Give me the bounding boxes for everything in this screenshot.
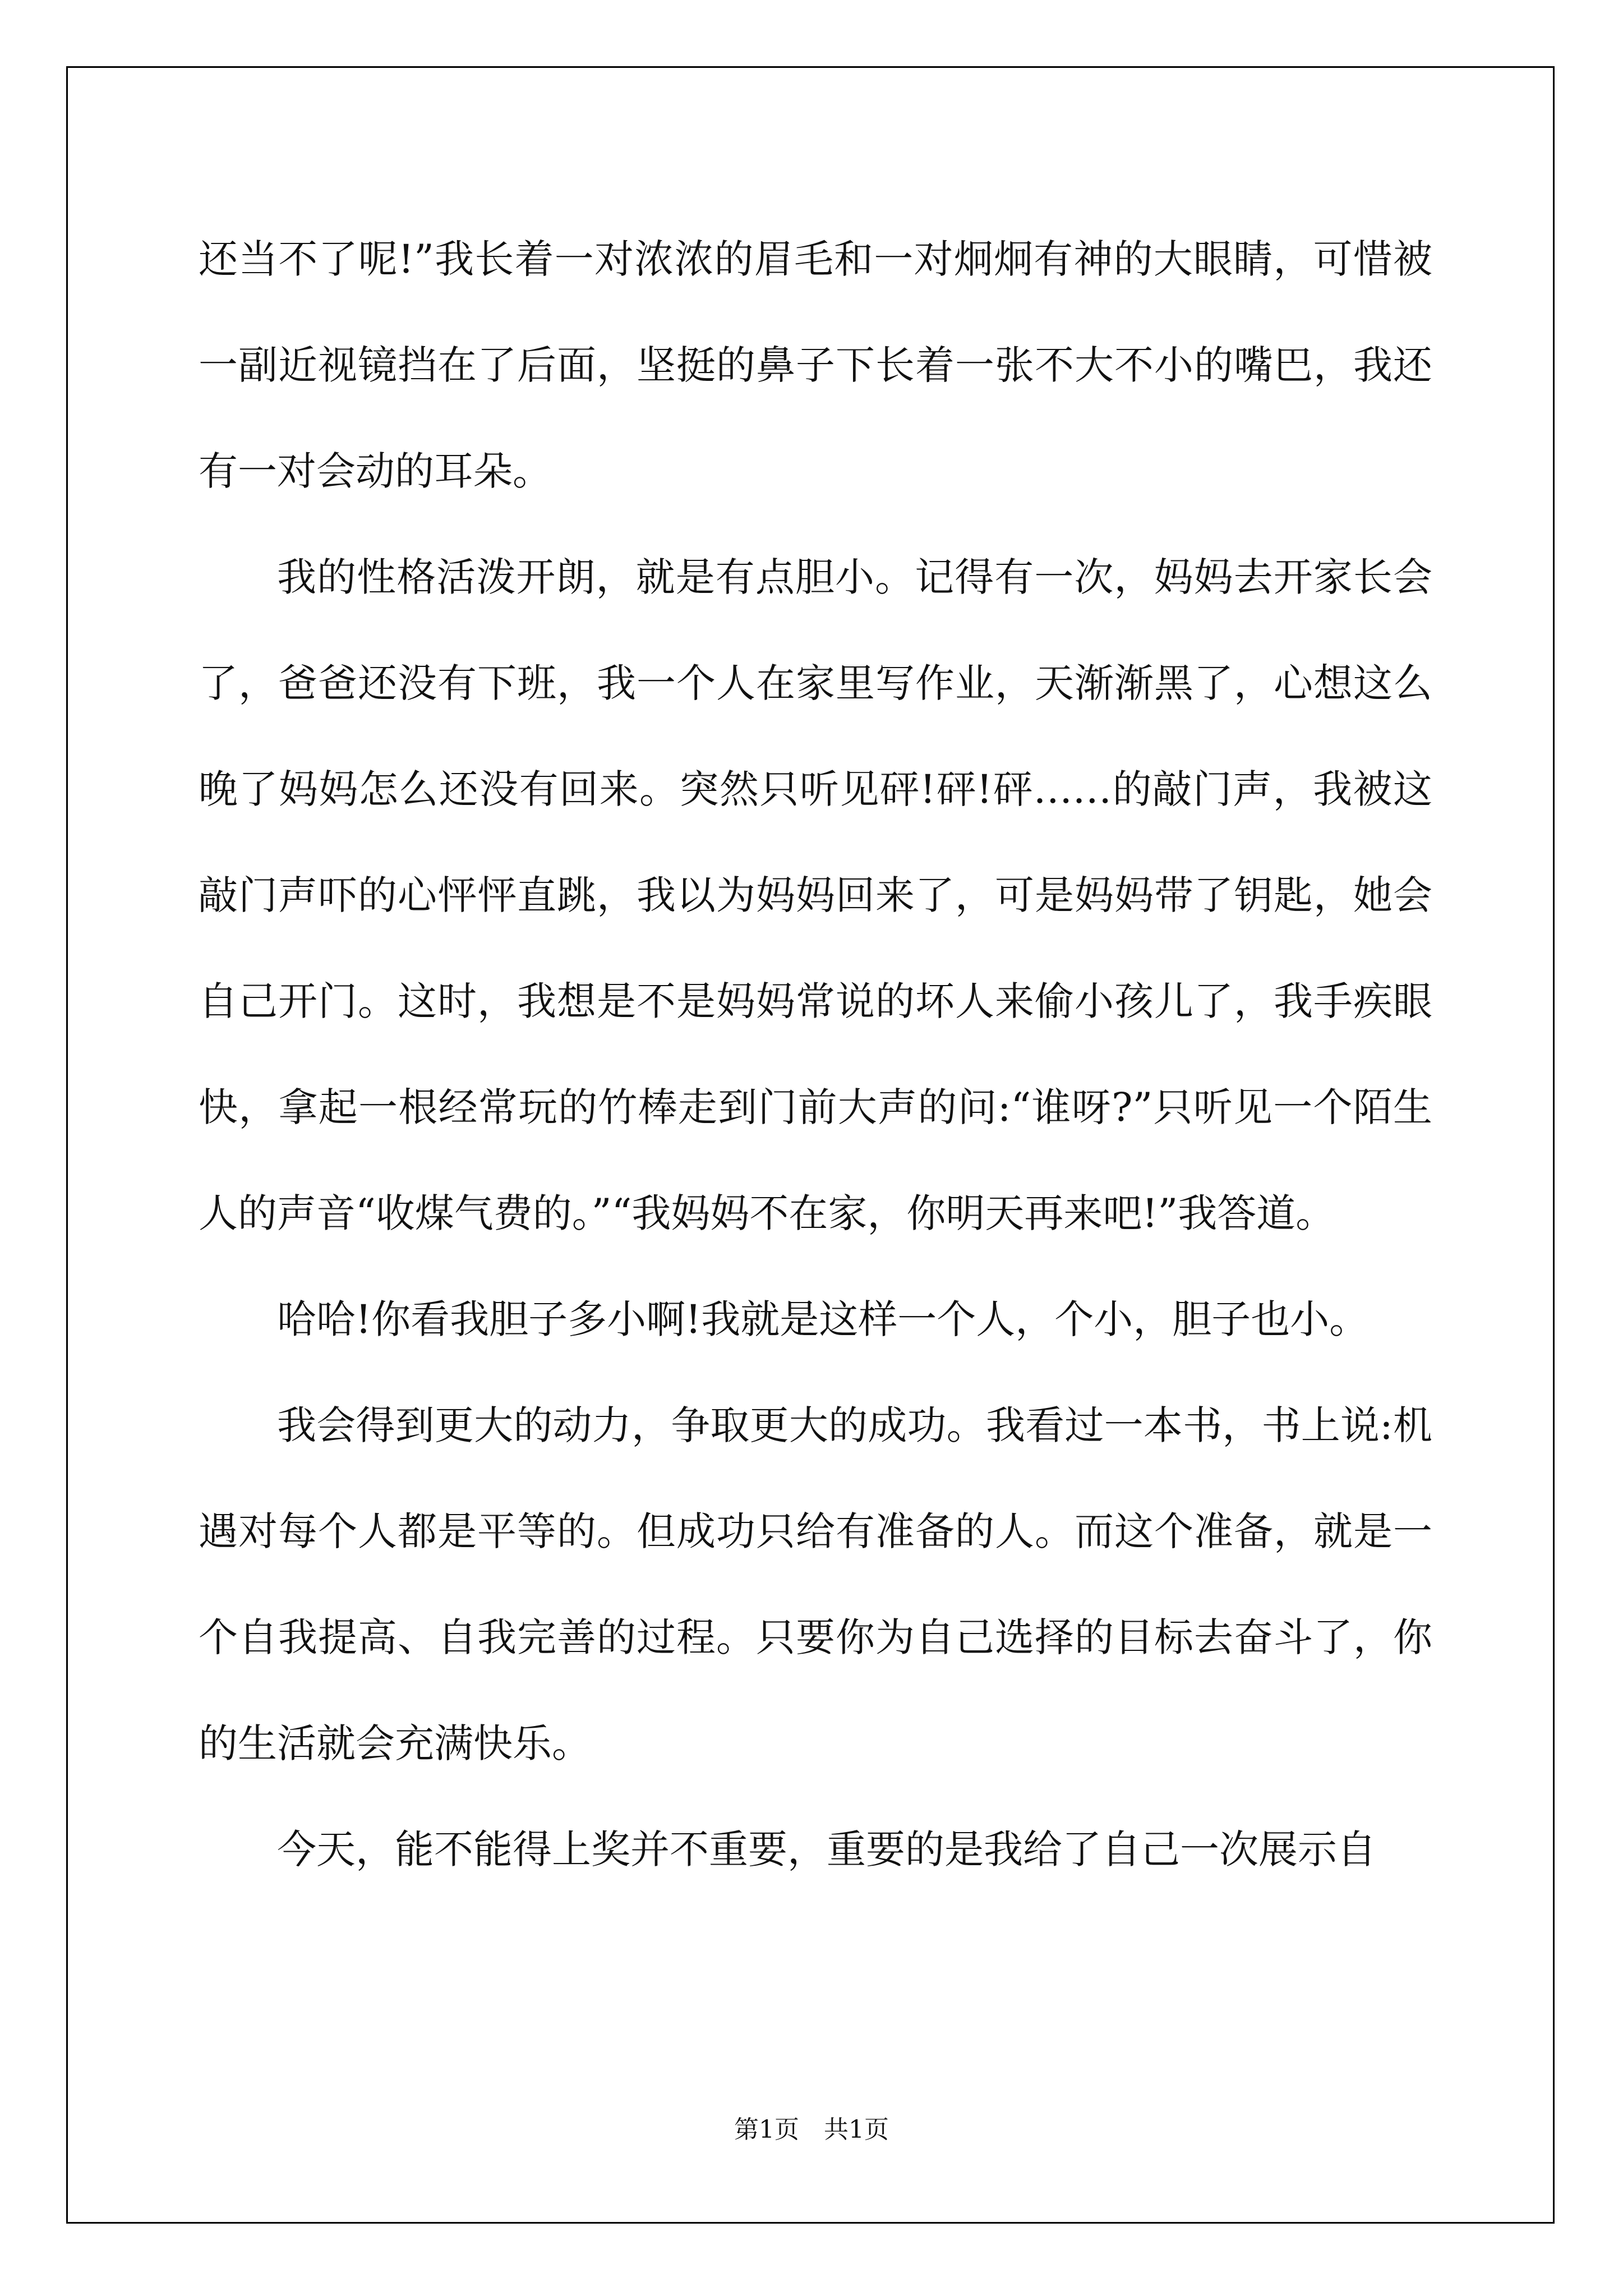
paragraph-1: 还当不了呢!”我长着一对浓浓的眉毛和一对炯炯有神的大眼睛，可惜被一副近视镜挡在了后面，坚挺的鼻子下长着一张不大不小的嘴巴，我还有一对会动的耳朵。 bbox=[199, 236, 1432, 494]
paragraph-2: 我的性格活泼开朗，就是有点胆小。记得有一次，妈妈去开家长会了，爸爸还没有下班，我一个人在家里写作业，天渐渐黑了，心想这么晚了妈妈怎么还没有回来。突然只听见砰!砰!砰……的敲门声，我被这敲门声吓的心怦怦直跳，我以为妈妈回来了，可是妈妈带了钥匙，她会自己开门。这时，我想是不是妈妈常说的坏人来偷小孩儿了，我手疾眼快，拿起一根经常玩的竹棒走到门前大声的问:“谁呀?”只听见一个陌生人的声音“收煤气费的。”“我妈妈不在家，你明天再来吧!”我答道。 bbox=[199, 554, 1432, 1236]
page-footer: 第1页 共1页 bbox=[734, 2115, 889, 2144]
paragraph-3: 哈哈!你看我胆子多小啊!我就是这样一个人，个小，胆子也小。 bbox=[277, 1296, 1369, 1342]
document-body bbox=[199, 206, 1432, 1903]
paragraph-4: 我会得到更大的动力，争取更大的成功。我看过一本书，书上说:机遇对每个人都是平等的。但成功只给有准备的人。而这个准备，就是一个自我提高、自我完善的过程。只要你为自己选择的目标去奋斗了，你的生活就会充满快乐。 bbox=[199, 1402, 1432, 1766]
paragraph-5: 今天，能不能得上奖并不重要，重要的是我给了自己一次展示自 bbox=[277, 1826, 1376, 1872]
